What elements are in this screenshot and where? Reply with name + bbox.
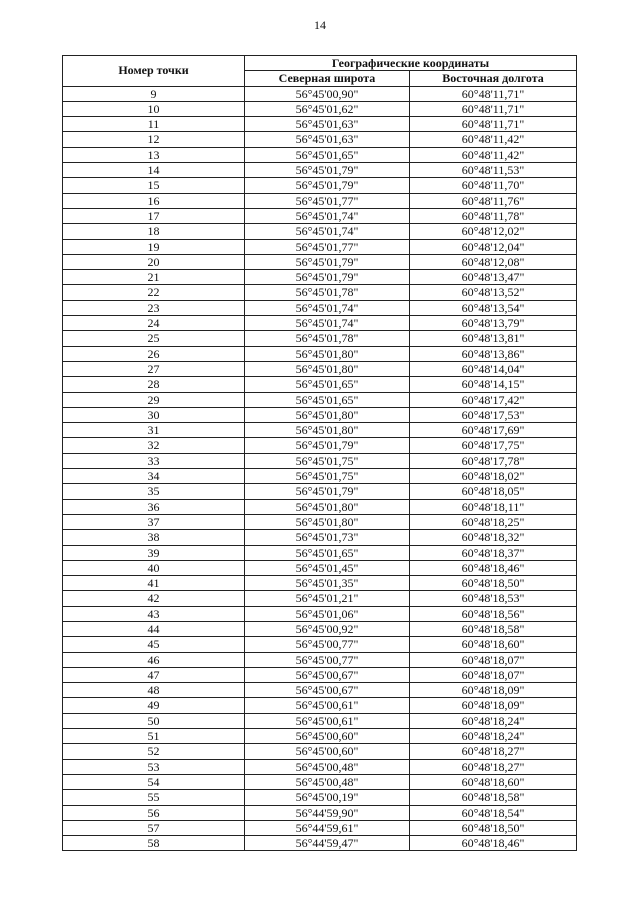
cell-east-lon: 60°48'11,76" [410,193,577,208]
cell-east-lon: 60°48'11,70" [410,178,577,193]
cell-north-lat: 56°45'01,63" [245,132,410,147]
cell-north-lat: 56°45'01,74" [245,300,410,315]
cell-north-lat: 56°45'01,65" [245,545,410,560]
cell-point-number: 52 [63,744,245,759]
cell-point-number: 30 [63,407,245,422]
cell-point-number: 47 [63,667,245,682]
cell-point-number: 14 [63,163,245,178]
cell-point-number: 33 [63,453,245,468]
cell-east-lon: 60°48'17,42" [410,392,577,407]
header-east-lon: Восточная долгота [410,71,577,86]
table-row [63,423,577,438]
cell-north-lat: 56°45'01,80" [245,514,410,529]
cell-point-number: 44 [63,621,245,636]
cell-point-number: 36 [63,499,245,514]
cell-north-lat: 56°45'01,79" [245,484,410,499]
page-number: 14 [314,18,326,32]
table-body [63,86,577,851]
header-point-number: Номер точки [63,56,245,87]
cell-north-lat: 56°45'00,19" [245,790,410,805]
cell-east-lon: 60°48'18,60" [410,774,577,789]
cell-north-lat: 56°45'01,80" [245,361,410,376]
cell-point-number: 45 [63,637,245,652]
cell-north-lat: 56°45'01,80" [245,423,410,438]
cell-north-lat: 56°45'01,79" [245,270,410,285]
cell-north-lat: 56°45'00,61" [245,713,410,728]
cell-point-number: 48 [63,683,245,698]
cell-east-lon: 60°48'13,52" [410,285,577,300]
cell-point-number: 24 [63,316,245,331]
cell-north-lat: 56°45'01,80" [245,346,410,361]
cell-east-lon: 60°48'17,75" [410,438,577,453]
table-row [63,147,577,162]
table-row [63,224,577,239]
table-row [63,667,577,682]
table-row [63,117,577,132]
cell-north-lat: 56°45'01,78" [245,285,410,300]
cell-north-lat: 56°45'00,90" [245,86,410,101]
table-row [63,132,577,147]
cell-north-lat: 56°45'00,48" [245,774,410,789]
cell-east-lon: 60°48'13,54" [410,300,577,315]
cell-north-lat: 56°45'00,60" [245,744,410,759]
table-row [63,316,577,331]
cell-north-lat: 56°45'01,74" [245,208,410,223]
cell-north-lat: 56°45'01,78" [245,331,410,346]
cell-north-lat: 56°45'01,21" [245,591,410,606]
cell-east-lon: 60°48'11,78" [410,208,577,223]
cell-point-number: 49 [63,698,245,713]
cell-point-number: 12 [63,132,245,147]
cell-east-lon: 60°48'18,07" [410,652,577,667]
cell-east-lon: 60°48'13,86" [410,346,577,361]
cell-point-number: 50 [63,713,245,728]
cell-point-number: 51 [63,729,245,744]
header-north-lat: Северная широта [245,71,410,86]
table-row [63,499,577,514]
cell-east-lon: 60°48'18,56" [410,606,577,621]
cell-north-lat: 56°45'01,74" [245,224,410,239]
cell-north-lat: 56°45'01,79" [245,254,410,269]
table-row [63,514,577,529]
cell-east-lon: 60°48'18,25" [410,514,577,529]
table-header [63,56,577,87]
table-row [63,637,577,652]
cell-east-lon: 60°48'18,07" [410,667,577,682]
table-row [63,530,577,545]
cell-point-number: 46 [63,652,245,667]
cell-point-number: 18 [63,224,245,239]
cell-east-lon: 60°48'17,78" [410,453,577,468]
cell-point-number: 41 [63,576,245,591]
cell-north-lat: 56°45'00,61" [245,698,410,713]
cell-north-lat: 56°45'01,75" [245,453,410,468]
cell-point-number: 19 [63,239,245,254]
cell-east-lon: 60°48'18,09" [410,683,577,698]
table-row [63,331,577,346]
cell-point-number: 23 [63,300,245,315]
table-row [63,270,577,285]
cell-north-lat: 56°45'01,80" [245,407,410,422]
cell-point-number: 20 [63,254,245,269]
cell-point-number: 25 [63,331,245,346]
cell-east-lon: 60°48'11,71" [410,117,577,132]
cell-north-lat: 56°45'00,77" [245,652,410,667]
cell-point-number: 17 [63,208,245,223]
cell-east-lon: 60°48'17,69" [410,423,577,438]
cell-north-lat: 56°45'01,74" [245,316,410,331]
coordinates-table [62,55,577,851]
cell-east-lon: 60°48'12,02" [410,224,577,239]
table-row [63,744,577,759]
cell-point-number: 10 [63,101,245,116]
cell-north-lat: 56°45'01,35" [245,576,410,591]
cell-point-number: 28 [63,377,245,392]
table-row [63,836,577,851]
cell-east-lon: 60°48'18,27" [410,759,577,774]
cell-east-lon: 60°48'14,15" [410,377,577,392]
table-row [63,469,577,484]
table-row [63,729,577,744]
cell-point-number: 39 [63,545,245,560]
table-row [63,759,577,774]
cell-point-number: 56 [63,805,245,820]
cell-point-number: 37 [63,514,245,529]
table-row [63,621,577,636]
table-row [63,346,577,361]
cell-point-number: 16 [63,193,245,208]
cell-north-lat: 56°45'00,60" [245,729,410,744]
cell-north-lat: 56°44'59,47" [245,836,410,851]
cell-point-number: 29 [63,392,245,407]
cell-point-number: 26 [63,346,245,361]
cell-north-lat: 56°45'00,92" [245,621,410,636]
cell-east-lon: 60°48'18,32" [410,530,577,545]
cell-east-lon: 60°48'18,46" [410,836,577,851]
cell-east-lon: 60°48'18,27" [410,744,577,759]
cell-north-lat: 56°45'01,79" [245,178,410,193]
cell-point-number: 38 [63,530,245,545]
cell-east-lon: 60°48'18,60" [410,637,577,652]
table-row [63,392,577,407]
cell-north-lat: 56°45'01,45" [245,560,410,575]
cell-east-lon: 60°48'11,53" [410,163,577,178]
cell-north-lat: 56°45'01,79" [245,163,410,178]
cell-north-lat: 56°45'00,67" [245,667,410,682]
cell-point-number: 32 [63,438,245,453]
table-row [63,790,577,805]
cell-north-lat: 56°45'01,65" [245,392,410,407]
table-row [63,545,577,560]
cell-east-lon: 60°48'18,09" [410,698,577,713]
cell-east-lon: 60°48'18,46" [410,560,577,575]
cell-point-number: 31 [63,423,245,438]
table-row [63,591,577,606]
cell-east-lon: 60°48'13,81" [410,331,577,346]
cell-north-lat: 56°44'59,90" [245,805,410,820]
cell-east-lon: 60°48'14,04" [410,361,577,376]
cell-east-lon: 60°48'18,37" [410,545,577,560]
cell-point-number: 40 [63,560,245,575]
table-row [63,407,577,422]
cell-east-lon: 60°48'18,50" [410,820,577,835]
cell-east-lon: 60°48'11,42" [410,132,577,147]
cell-point-number: 35 [63,484,245,499]
table-row [63,254,577,269]
table-row [63,101,577,116]
table-row [63,560,577,575]
cell-east-lon: 60°48'18,11" [410,499,577,514]
table-row [63,377,577,392]
cell-north-lat: 56°44'59,61" [245,820,410,835]
cell-east-lon: 60°48'13,79" [410,316,577,331]
table-row [63,683,577,698]
cell-point-number: 55 [63,790,245,805]
cell-point-number: 13 [63,147,245,162]
table-row [63,698,577,713]
table-row [63,438,577,453]
cell-point-number: 43 [63,606,245,621]
cell-point-number: 11 [63,117,245,132]
table-row [63,300,577,315]
table-row [63,178,577,193]
cell-point-number: 42 [63,591,245,606]
cell-east-lon: 60°48'18,02" [410,469,577,484]
table-row [63,285,577,300]
table-row [63,239,577,254]
cell-point-number: 27 [63,361,245,376]
cell-east-lon: 60°48'12,08" [410,254,577,269]
cell-point-number: 21 [63,270,245,285]
cell-north-lat: 56°45'01,06" [245,606,410,621]
cell-north-lat: 56°45'01,79" [245,438,410,453]
cell-point-number: 34 [63,469,245,484]
cell-north-lat: 56°45'01,65" [245,147,410,162]
cell-point-number: 22 [63,285,245,300]
table-row [63,576,577,591]
cell-east-lon: 60°48'18,58" [410,621,577,636]
cell-north-lat: 56°45'01,62" [245,101,410,116]
cell-east-lon: 60°48'11,71" [410,86,577,101]
table-row [63,453,577,468]
cell-east-lon: 60°48'17,53" [410,407,577,422]
cell-east-lon: 60°48'18,54" [410,805,577,820]
table-row [63,86,577,101]
cell-point-number: 9 [63,86,245,101]
cell-north-lat: 56°45'01,65" [245,377,410,392]
cell-east-lon: 60°48'18,05" [410,484,577,499]
cell-east-lon: 60°48'18,24" [410,713,577,728]
cell-north-lat: 56°45'01,63" [245,117,410,132]
cell-north-lat: 56°45'01,75" [245,469,410,484]
table-row [63,193,577,208]
cell-point-number: 53 [63,759,245,774]
table-row [63,606,577,621]
cell-east-lon: 60°48'18,24" [410,729,577,744]
cell-north-lat: 56°45'01,73" [245,530,410,545]
cell-east-lon: 60°48'13,47" [410,270,577,285]
table-row [63,361,577,376]
cell-east-lon: 60°48'18,53" [410,591,577,606]
table-row [63,208,577,223]
cell-east-lon: 60°48'11,71" [410,101,577,116]
cell-point-number: 58 [63,836,245,851]
table-row [63,163,577,178]
cell-east-lon: 60°48'18,50" [410,576,577,591]
cell-point-number: 15 [63,178,245,193]
cell-east-lon: 60°48'12,04" [410,239,577,254]
cell-north-lat: 56°45'00,77" [245,637,410,652]
cell-north-lat: 56°45'01,77" [245,193,410,208]
table-row [63,820,577,835]
header-geo-coords: Географические координаты [245,56,577,71]
table-row [63,774,577,789]
cell-north-lat: 56°45'00,48" [245,759,410,774]
cell-north-lat: 56°45'00,67" [245,683,410,698]
cell-point-number: 57 [63,820,245,835]
cell-north-lat: 56°45'01,77" [245,239,410,254]
table-row [63,805,577,820]
cell-north-lat: 56°45'01,80" [245,499,410,514]
table-row [63,484,577,499]
table-row [63,713,577,728]
cell-east-lon: 60°48'11,42" [410,147,577,162]
cell-point-number: 54 [63,774,245,789]
cell-east-lon: 60°48'18,58" [410,790,577,805]
table-row [63,652,577,667]
